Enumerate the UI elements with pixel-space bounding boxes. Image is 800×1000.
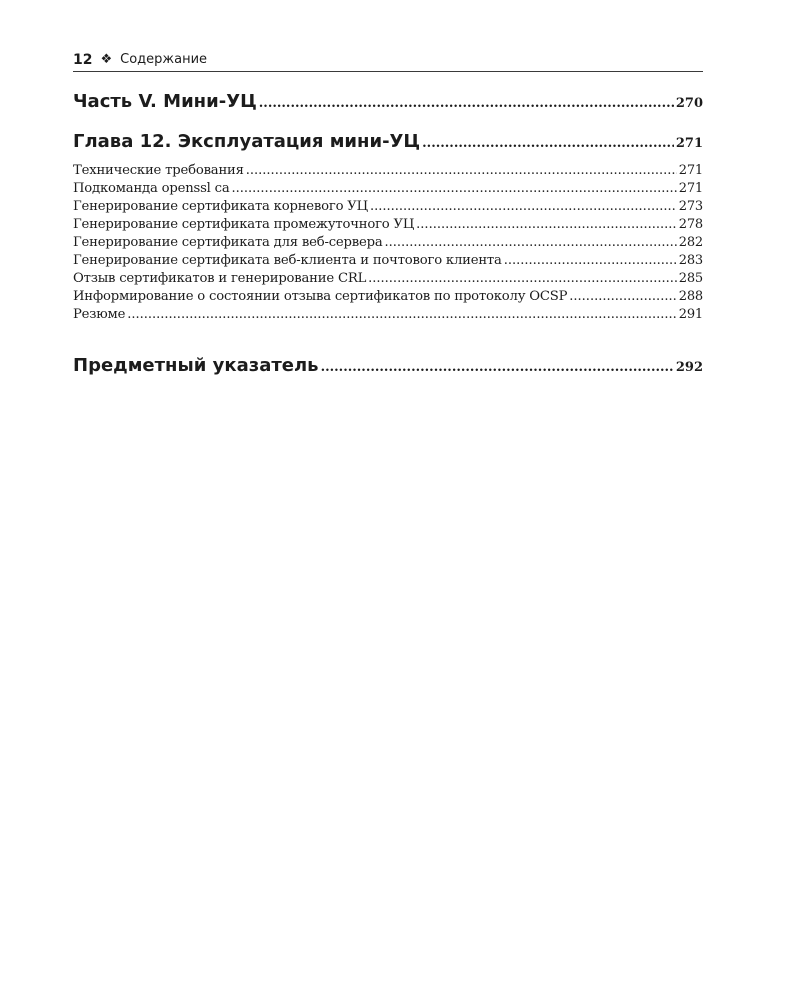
toc-section-page: 271 <box>678 163 703 178</box>
toc-section-entry[interactable] <box>73 216 703 234</box>
dot-leader <box>569 288 677 306</box>
toc-index-entry[interactable] <box>73 354 703 380</box>
table-of-contents <box>73 90 703 380</box>
toc-section-page: 285 <box>678 271 703 286</box>
header-title: Содержание <box>120 52 208 67</box>
toc-section-entry[interactable] <box>73 162 703 180</box>
toc-section-entry[interactable] <box>73 252 703 270</box>
toc-section-page: 288 <box>678 289 703 304</box>
toc-section-label: Резюме <box>73 307 126 322</box>
dot-leader <box>127 306 677 324</box>
dot-leader <box>368 270 677 288</box>
toc-section-label: Подкоманда openssl ca <box>73 181 230 196</box>
dot-leader <box>385 234 677 252</box>
ornament-icon: ❖ <box>100 52 113 67</box>
toc-chapter-entry[interactable] <box>73 130 703 156</box>
running-header <box>73 51 703 72</box>
toc-section-entry[interactable] <box>73 180 703 198</box>
toc-section-page: 282 <box>678 235 703 250</box>
toc-index-page: 292 <box>675 360 703 375</box>
dot-leader <box>259 92 674 116</box>
dot-leader <box>232 180 677 198</box>
dot-leader <box>504 252 677 270</box>
toc-section-entry[interactable] <box>73 198 703 216</box>
dot-leader <box>416 216 677 234</box>
dot-leader <box>321 356 674 380</box>
toc-section-entry[interactable] <box>73 234 703 252</box>
toc-section-label: Генерирование сертификата промежуточного УЦ <box>73 217 415 232</box>
toc-section-page: 278 <box>678 217 703 232</box>
toc-section-label: Информирование о состоянии отзыва сертификатов по протоколу OCSP <box>73 289 568 304</box>
toc-chapter-label: Глава 12. Эксплуатация мини-УЦ <box>73 131 421 152</box>
toc-section-page: 273 <box>678 199 703 214</box>
toc-section-label: Генерирование сертификата веб-клиента и почтового клиента <box>73 253 502 268</box>
toc-section-page: 271 <box>678 181 703 196</box>
toc-section-entry[interactable] <box>73 288 703 306</box>
toc-section-label: Генерирование сертификата корневого УЦ <box>73 199 368 214</box>
toc-part-label: Часть V. Мини-УЦ <box>73 91 257 112</box>
toc-part-entry[interactable] <box>73 90 703 116</box>
toc-section-entry[interactable] <box>73 270 703 288</box>
toc-section-label: Отзыв сертификатов и генерирование CRL <box>73 271 367 286</box>
dot-leader <box>370 198 677 216</box>
toc-section-entry[interactable] <box>73 306 703 324</box>
toc-section-page: 291 <box>678 307 703 322</box>
toc-section-label: Генерирование сертификата для веб-сервера <box>73 235 383 250</box>
dot-leader <box>422 132 674 156</box>
toc-section-page: 283 <box>678 253 703 268</box>
toc-part-page: 270 <box>675 96 703 111</box>
toc-index-label: Предметный указатель <box>73 355 319 376</box>
toc-section-label: Технические требования <box>73 163 244 178</box>
page-number: 12 <box>73 52 93 68</box>
toc-chapter-page: 271 <box>675 136 703 151</box>
dot-leader <box>246 162 677 180</box>
